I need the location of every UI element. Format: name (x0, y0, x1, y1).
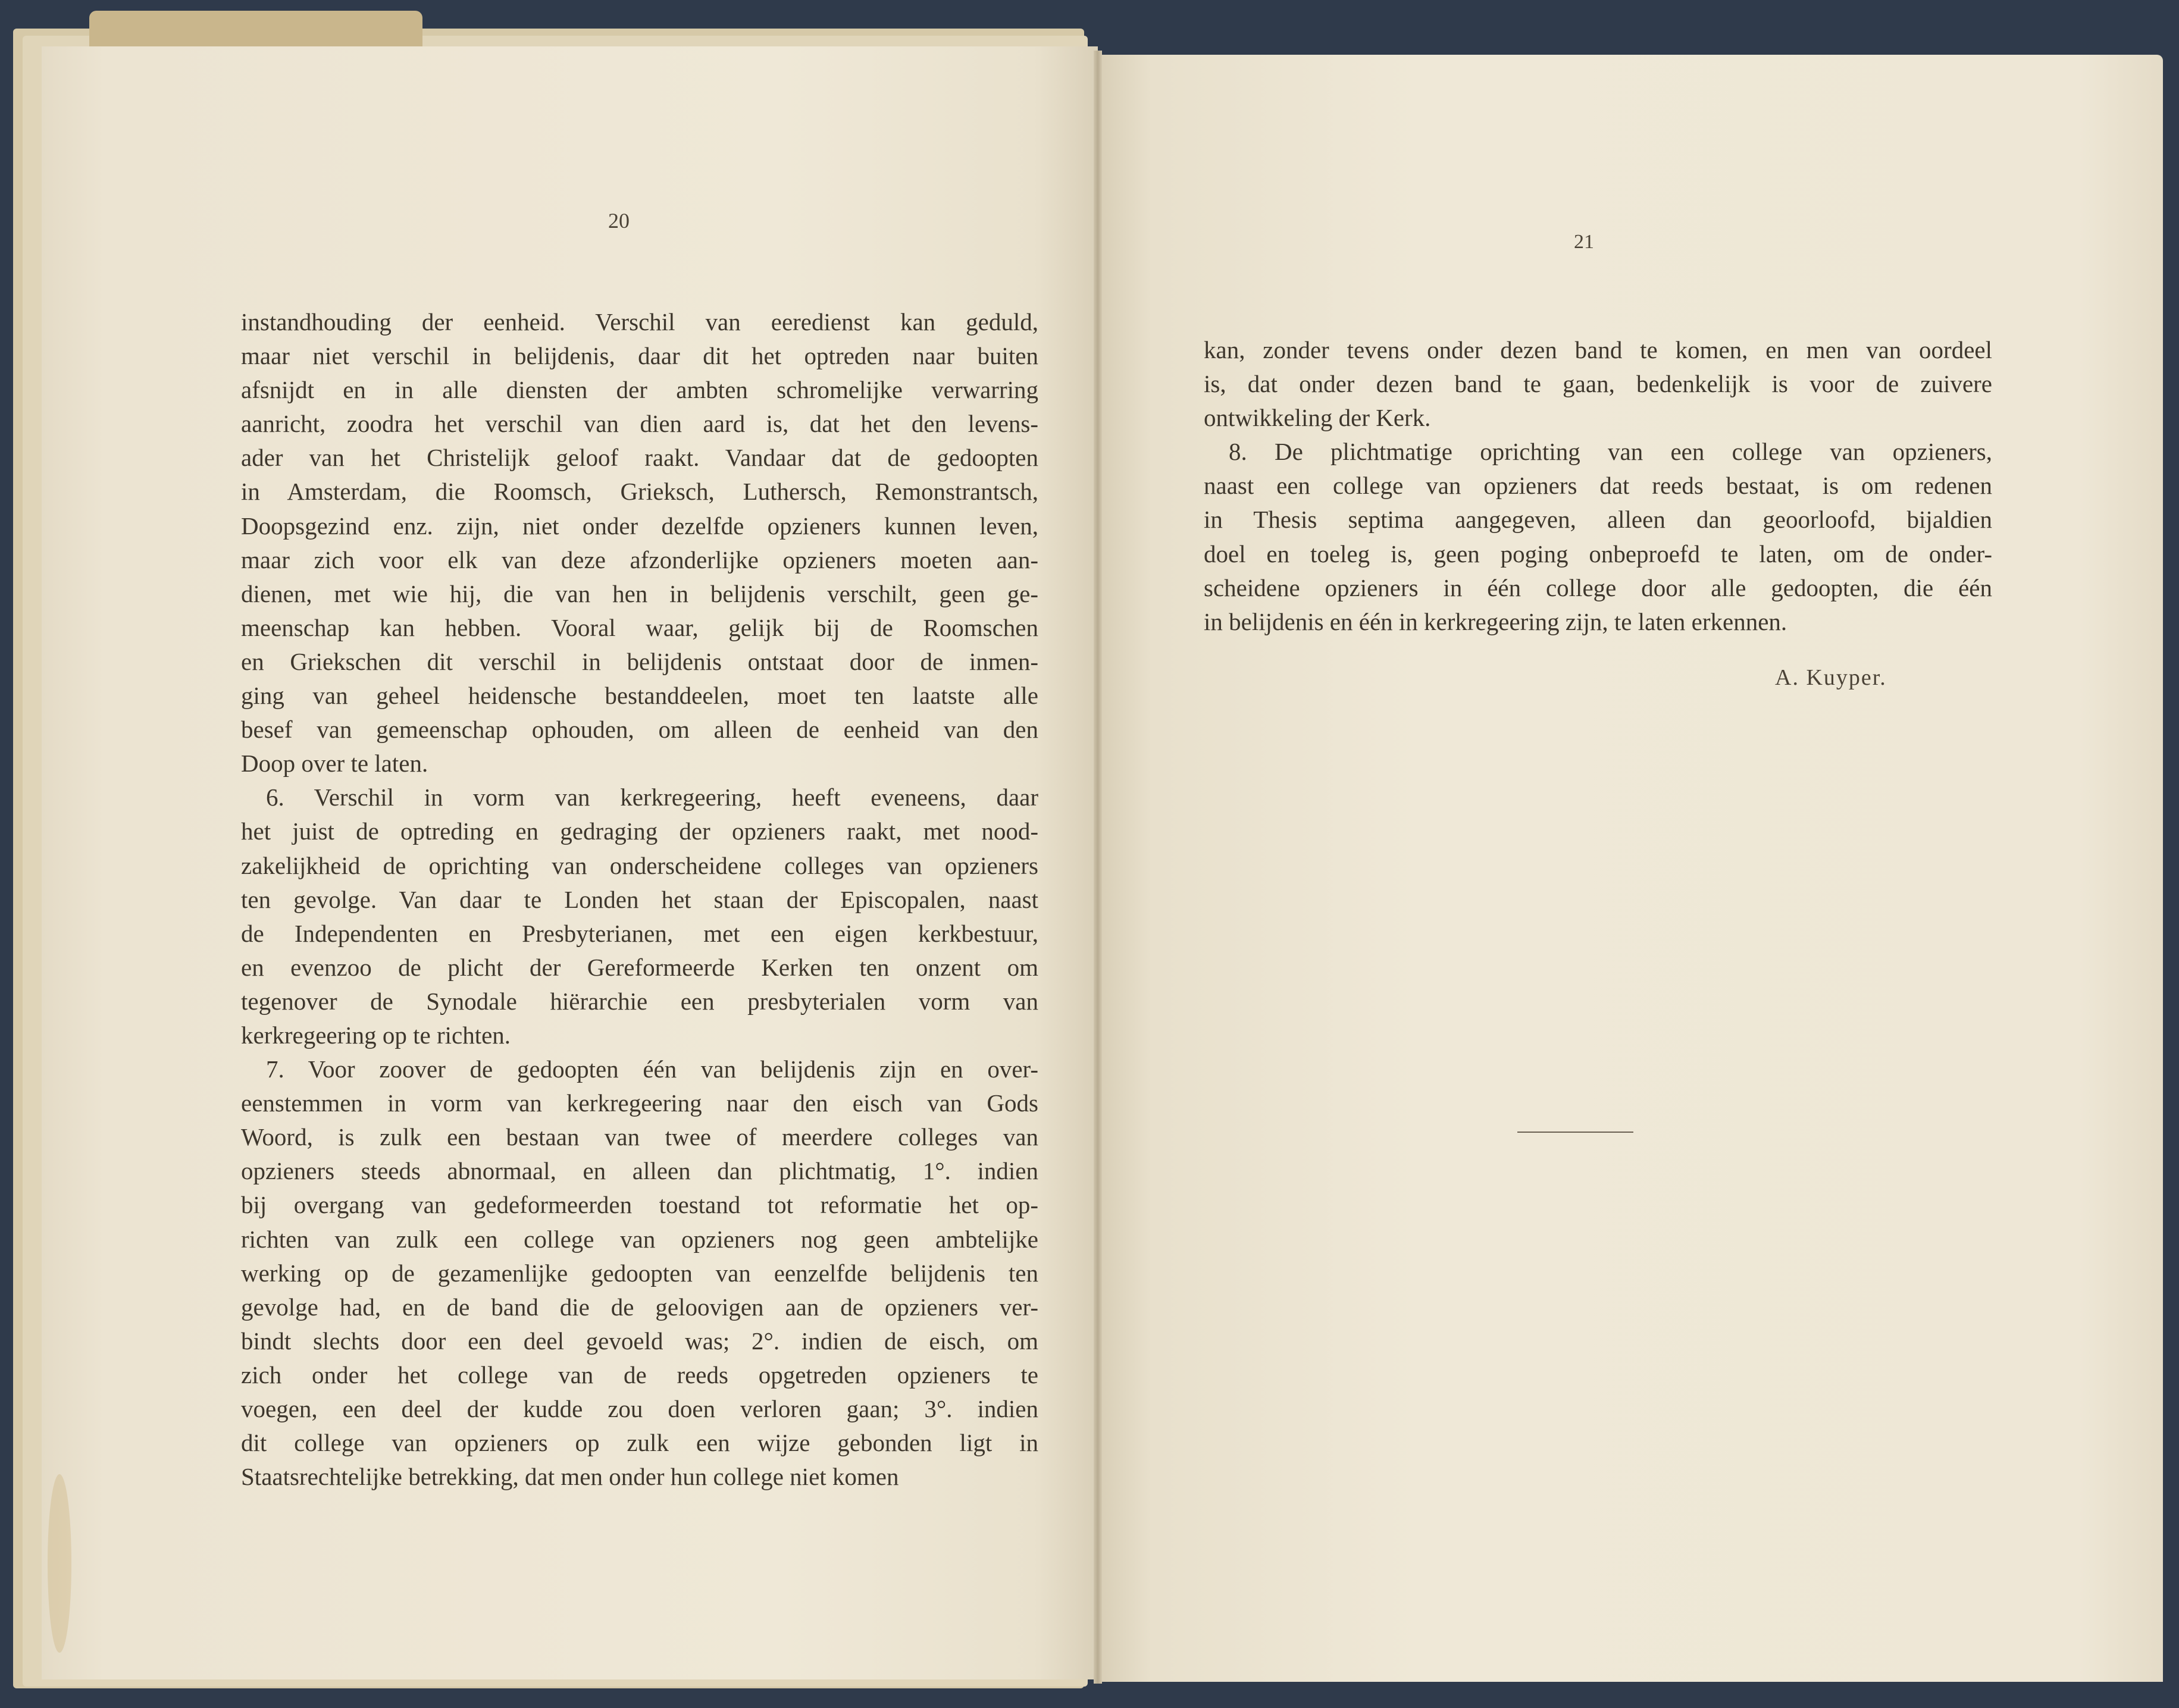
text-line: 7. Voor zoover de gedoopten één van belijdenis zijn en over- (266, 1055, 1038, 1083)
text-line: 6. Verschil in vorm van kerkregeering, heeft eveneens, daar (266, 784, 1038, 811)
text-line: scheidene opzieners in één college door alle gedoopten, die één (1204, 573, 1992, 601)
text-line: ontwikkeling der Kerk. (1204, 404, 1431, 432)
worn-page-edge (89, 11, 422, 46)
text-line: het juist de optreding en gedraging der opzieners raakt, met nood- (241, 817, 1038, 845)
page-number: 21 (1574, 231, 1594, 253)
text-line: opzieners steeds abnormaal, en alleen dan plichtmatig, 1°. indien (241, 1157, 1038, 1185)
text-line: kan, zonder tevens onder dezen band te komen, en men van oordeel (1204, 336, 1992, 363)
text-line: doel en toeleg is, geen poging onbeproefd te laten, om de onder- (1204, 540, 1992, 568)
text-line: ging van geheel heidensche bestanddeelen, moet ten laatste alle (241, 682, 1038, 710)
text-line: ten gevolge. Van daar te Londen het staan der Episcopalen, naast (241, 885, 1038, 913)
body-text (1204, 333, 1992, 639)
text-line: instandhouding der eenheid. Verschil van eeredienst kan geduld, (241, 308, 1038, 336)
text-line: meenschap kan hebben. Vooral waar, gelijk bij de Roomschen (241, 613, 1038, 641)
text-line: dit college van opzieners op zulk een wijze gebonden ligt in (241, 1429, 1038, 1457)
text-line: richten van zulk een college van opzieners nog geen ambtelijke (241, 1225, 1038, 1253)
page-number: 20 (608, 209, 630, 233)
text-line: in Thesis septima aangegeven, alleen dan geoorloofd, bijaldien (1204, 506, 1992, 534)
text-line: bindt slechts door een deel gevoeld was; 2°. indien de eisch, om (241, 1327, 1038, 1355)
text-line: de Independenten en Presbyterianen, met een eigen kerkbestuur, (241, 919, 1038, 947)
text-line: naast een college van opzieners dat reeds bestaat, is om redenen (1204, 472, 1992, 500)
book-gutter (1094, 51, 1102, 1684)
right-page (1098, 55, 2163, 1682)
text-line: is, dat onder dezen band te gaan, bedenkelijk is voor de zuivere (1204, 370, 1992, 398)
text-line: Woord, is zulk een bestaan van twee of meerdere colleges van (241, 1123, 1038, 1151)
signature: A. Kuyper. (1775, 665, 1887, 690)
left-page (42, 46, 1098, 1679)
text-line: en Griekschen dit verschil in belijdenis ontstaat door de inmen- (241, 647, 1038, 675)
text-line: maar niet verschil in belijdenis, daar dit het optreden naar buiten (241, 342, 1038, 370)
text-line: zich onder het college van de reeds opgetreden opzieners te (241, 1361, 1038, 1389)
body-text (241, 305, 1038, 1494)
text-line: 8. De plichtmatige oprichting van een college van opzieners, (1229, 438, 1992, 466)
paper-stain (48, 1474, 71, 1653)
text-line: maar zich voor elk van deze afzonderlijke opzieners moeten aan- (241, 546, 1038, 573)
text-line: kerkregeering op te richten. (241, 1021, 511, 1049)
text-line: zakelijkheid de oprichting van onderscheidene colleges van opzieners (241, 851, 1038, 879)
text-line: dienen, met wie hij, die van hen in belijdenis verschilt, geen ge- (241, 579, 1038, 607)
text-line: voegen, een deel der kudde zou doen verloren gaan; 3°. indien (241, 1395, 1038, 1422)
text-line: gevolge had, en de band die de geloovigen aan de opzieners ver- (241, 1293, 1038, 1321)
text-line: aanricht, zoodra het verschil van dien aard is, dat het den levens- (241, 410, 1038, 438)
text-line: in Amsterdam, die Roomsch, Grieksch, Luthersch, Remonstrantsch, (241, 478, 1038, 506)
end-rule (1517, 1132, 1633, 1133)
text-line: werking op de gezamenlijke gedoopten van eenzelfde belijdenis ten (241, 1259, 1038, 1287)
text-line: besef van gemeenschap ophouden, om alleen de eenheid van den (241, 716, 1038, 744)
text-line: ader van het Christelijk geloof raakt. Vandaar dat de gedoopten (241, 444, 1038, 472)
text-line: Doop over te laten. (241, 750, 428, 778)
text-line: in belijdenis en één in kerkregeering zijn, te laten erkennen. (1204, 607, 1787, 635)
text-line: Staatsrechtelijke betrekking, dat men onder hun college niet komen (241, 1463, 899, 1491)
text-line: afsnijdt en in alle diensten der ambten schromelijke verwarring (241, 376, 1038, 404)
text-line: eenstemmen in vorm van kerkregeering naar den eisch van Gods (241, 1089, 1038, 1117)
text-line: tegenover de Synodale hiërarchie een presbyterialen vorm van (241, 987, 1038, 1015)
text-line: en evenzoo de plicht der Gereformeerde Kerken ten onzent om (241, 953, 1038, 981)
text-line: bij overgang van gedeformeerden toestand tot reformatie het op- (241, 1191, 1038, 1219)
text-line: Doopsgezind enz. zijn, niet onder dezelfde opzieners kunnen leven, (241, 512, 1038, 540)
